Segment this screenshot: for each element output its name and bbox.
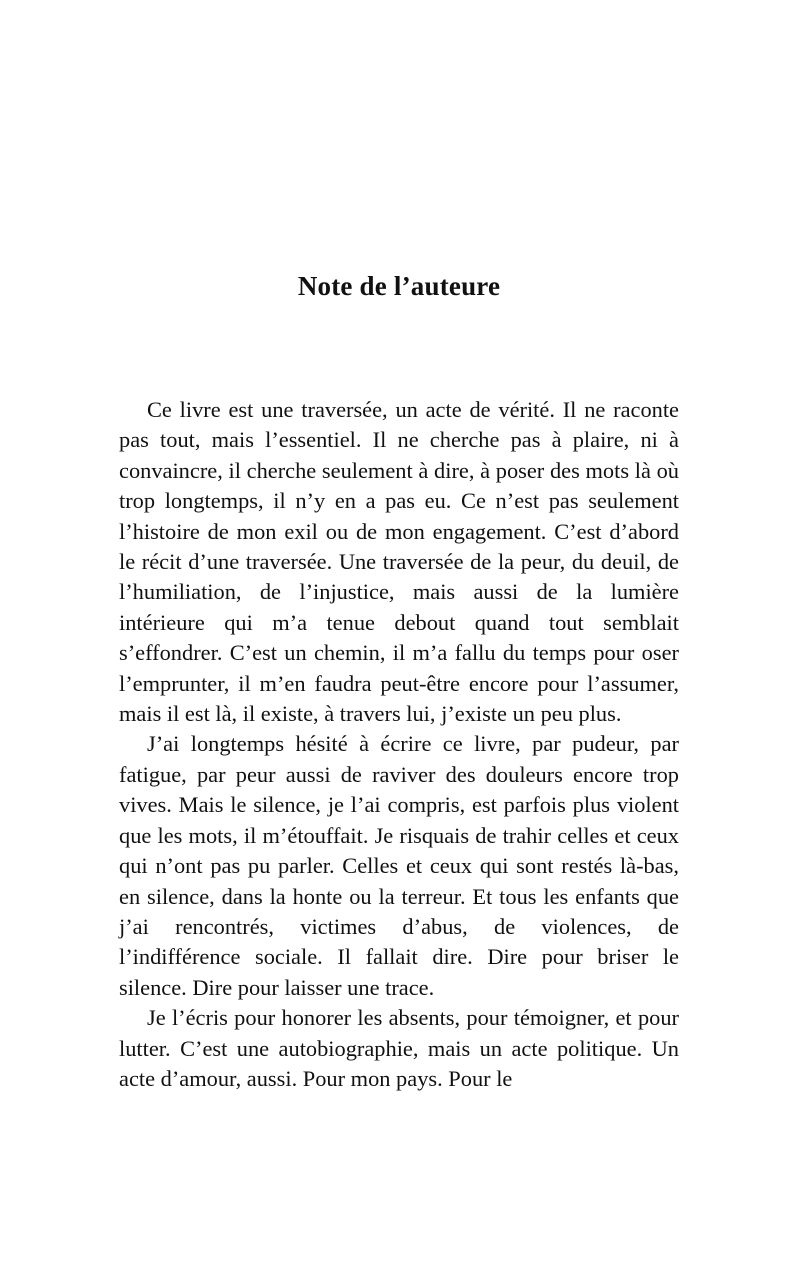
- page-title: Note de l’auteure: [297, 271, 501, 301]
- body-text: [119, 395, 679, 1094]
- paragraph-1: Ce livre est une traversée, un acte de vérité. Il ne raconte pas tout, mais l’essentiel. Il ne cherche pas à plaire, ni à convaincre, il cherche seulement à dire, à poser des mots là où trop longtemps, il n’y en a pas eu. Ce n’est pas seulement l’histoire de mon exil ou de mon engagement. C’est d’abord le récit d’une traversée. Une traversée de la peur, du deuil, de l’humiliation, de l’injustice, mais aussi de la lumière intérieure qui m’a tenue debout quand tout semblait s’effondrer. C’est un chemin, il m’a fallu du temps pour oser l’emprunter, il m’en faudra peut-être encore pour l’assumer, mais il est là, il existe, à travers lui, j’existe un peu plus.: [119, 397, 679, 727]
- paragraph-2: J’ai longtemps hésité à écrire ce livre, par pudeur, par fatigue, par peur aussi de raviver des douleurs encore trop vives. Mais le silence, je l’ai compris, est parfois plus violent que les mots, il m’étouffait. Je risquais de trahir celles et ceux qui n’ont pas pu parler. Celles et ceux qui sont restés là-bas, en silence, dans la honte ou la terreur. Et tous les enfants que j’ai rencontrés, victimes d’abus, de violences, de l’indifférence sociale. Il fallait dire. Dire pour briser le silence. Dire pour laisser une trace.: [119, 731, 679, 1000]
- paragraph-3: Je l’écris pour honorer les absents, pour témoigner, et pour lutter. C’est une autobiographie, mais un acte politique. Un acte d’amour, aussi. Pour mon pays. Pour le: [119, 1005, 679, 1091]
